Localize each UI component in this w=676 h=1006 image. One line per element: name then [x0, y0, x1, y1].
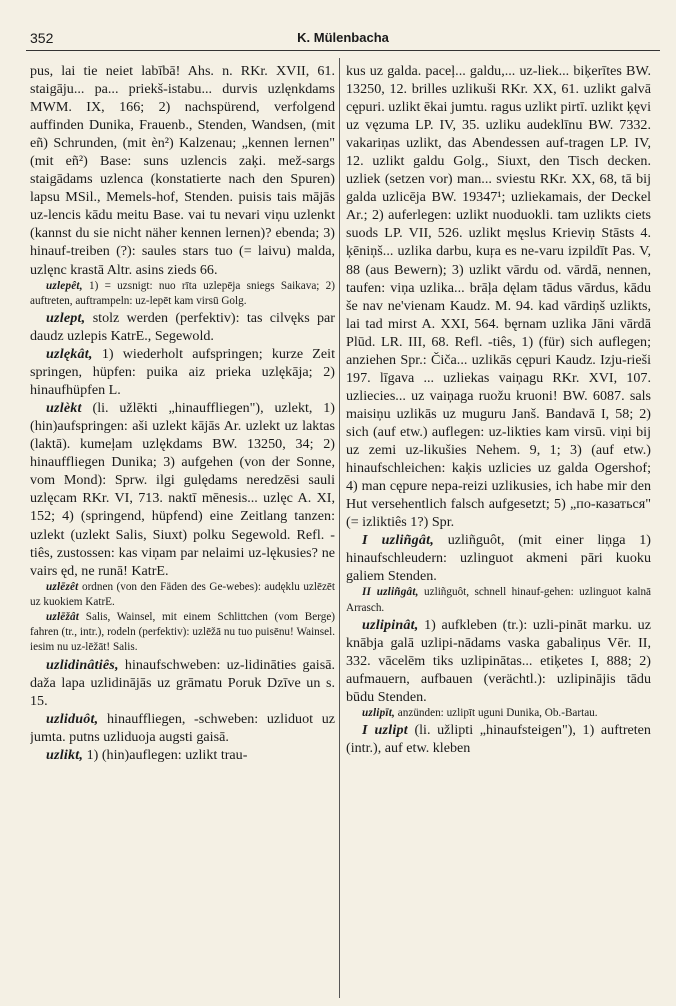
dictionary-entry	[30, 279, 335, 309]
column-divider	[339, 58, 340, 998]
entry-headword: uzlepêt,	[46, 279, 83, 292]
dictionary-entry	[30, 309, 335, 345]
dictionary-entry	[30, 710, 335, 746]
dictionary-entry	[346, 706, 651, 721]
entry-text: stolz werden (perfektiv): tas cilvęks par daudz uzlepis KatrE., Segewold.	[30, 309, 335, 345]
entry-headword: I uzlipt	[362, 722, 408, 739]
entry-text: 1) wiederholt aufspringen; kurze Zeit springen, hüpfen: puika aiz prieka uzlękāja; 2) hinaufhüpfen L.	[30, 346, 335, 399]
entry-text: 1) (hin)auflegen: uzlikt trau-	[86, 746, 248, 763]
dictionary-entry	[346, 531, 651, 585]
entry-text: uzliñguôt, (mit einer liņga 1) hinaufschleudern: uzlinguot akmeni pāri kuoku galiem Stenden.	[346, 532, 651, 585]
right-column	[346, 62, 651, 992]
left-column	[30, 62, 335, 992]
entry-text: (li. užlipti „hinaufsteigen"), 1) auftreten (intr.), auf etw. kleben	[346, 722, 651, 757]
dictionary-entry	[30, 610, 335, 656]
page-number: 352	[30, 30, 54, 46]
dictionary-entry	[346, 616, 651, 706]
entry-headword: uzlēzêt	[46, 580, 79, 593]
entry-headword: II uzliñgât,	[362, 586, 419, 599]
entry-text: ordnen (von den Fäden des Ge-webes): audęklu uzlēzēt uz kuokiem KatrE.	[30, 580, 335, 608]
dictionary-entry	[346, 585, 651, 615]
entry-headword: uzlept,	[46, 309, 86, 326]
entry-text: (li. užlēkti „hinauffliegen"), uzlekt, 1) (hin)aufspringen: aši uzlekt kājās Ar. uzlekt uz laktas (laktā). kumeļam uzlękdams BW. 13250, 34; 2) hinauffliegen Dunika; 3) aufgehen (von der Sonne, vom Mond): Sprw. ilgi gulędams neredzēsi sauli uzlęcam RKr. VI, 713. naktī mēnesis... uzlęc A. XI, 152; 4) (springend, hüpfend) eine Zeitlang tanzen: uzlekt (uzlekt Salis, Siuxt) polku Segewold. Refl. -tiês, zustossen: kas viņam par nelaimi uz-lękusies? ne vairs ęd, ne runā! KatrE.	[30, 400, 335, 579]
entry-text: kus uz galda. paceļ... galdu,... uz-liek... biķerītes BW. 13250, 12. brilles uzlikuši RKr. XX, 61. uzlikt galvā cępuri. uzlikt ēkai jumtu. ragus uzlikt pirtī. uzlikt ķęvi uz vęzuma LP. IV, 35. uzliku audeklīnu BW. 7332. vakariņas uzlikt, das Abendessen auf-tragen LP. IV, 12. uzlikt galdu Golg., Siuxt, den Tisch decken. uzliek (setzen vor) man... sviestu RKr. XX, 68, tā bij galda uzlicēja BW. 19347¹; uzliekamais, der Deckel Ar.; 2) auferlegen: uzlikt nuoduokli. tam uzlikts ciets suods LP. VII, 526. uzlikt męslus Krieviņ Stāsts 4. ķēniņš... uzlika darbu, kuŗa es ne-varu izpildīt Pas. V, 88 (aus Bewern); 3) uzlikt vārdu od. vārdā, nennen, taufen: viņa uzlika... brāļa dęlam tādus vārdus, kādu še nav ne'vienam Kaudz. M. 94. kad vārdiņš uzlikts, lai tad mirst A. XXI, 564. bęrnam uzlika Jāni vārdā Plūd. LR. III, 68. Refl. -tiês, 1) (für) sich auflegen; anziehen Spr.: Čiča... uzlikās cępuri Kaudz. Izju-rieši 197. līgava ... uzliekas vaiņagu RKr. XVI, 107. uzliecies... uz vaiņaga ruožu kruoni! BW. 6087. sals maisiņu uzlikās uz muguru Janš. Bandavā I, 58; 2) sich (auf etw.) auflegen: uz-likties kam virsū. viņi bij uz zemi uz-likušies Nehem. 9, 1; 3) (auf etw.) hinaufschleichen: kaķis uzlicies uz galda Ogershof; 4) man cępure nepa-reizi uzlikusies, ich habe mir den Hut versehentlich falsch aufgesetzt; 5) „по-казаться" (= izliktiês 1?) Spr.	[346, 63, 651, 531]
entry-headword: uzlipīt,	[362, 707, 395, 719]
entry-text: 1) aufkleben (tr.): uzli-pināt marku. uz knābja galā uzlipi-nādams vaska gabaliņus Vēr. II, 332. vācelēm tiks uzlipinātas... etiķetes I, 888; 2) aufmauern, aufbauen (verächtl.): uzlipinājis tādu būdu Stenden.	[346, 616, 651, 705]
entry-headword: uzlękât,	[46, 346, 93, 363]
entry-text: hinauffliegen, -schweben: uzliduot uz jumta. putns uzliduoja augsti gaisā.	[30, 710, 335, 745]
entry-headword: uzlèkt	[46, 400, 82, 417]
entry-headword: uzlēžât	[46, 611, 80, 624]
running-head: K. Mülenbacha	[297, 30, 389, 45]
entry-text: pus, lai tie neiet labībā! Ahs. n. RKr. XVII, 61. staigāju... pa... priekš-istabu... durvis uzlęnkdams MWM. IX, 166; 2) nachspürend, verfolgend auffinden Dunika, Frauenb., Stenden, Wandsen, (mit eñ) Schrunden, (mit èn²) Kalzenau; „kennen lernen" (mit eñ²) Base: suns uzlencis zaķi. mež-sargs staigādams uzlenca (konstatierte nach den Spuren) lapsu MSil., Memels-hof, Stenden. puisis tais mājās uz-lencis kādu meitu Base. vai tu nevari viņu uzlenkt (kannst du sie nicht näher kennen lernen)? ebenda; 3) hinauf-treiben (?): saules stars tuo (= laivu) malda, uzlęnc krastā Altr. asins zieds 66.	[30, 63, 335, 278]
dictionary-entry	[346, 721, 651, 757]
entry-continuation	[30, 62, 335, 279]
dictionary-entry	[30, 399, 335, 579]
page-header	[26, 28, 660, 51]
entry-text: anzünden: uzlipīt uguni Dunika, Ob.-Bartau.	[397, 707, 598, 719]
entry-text: Salis, Wainsel, mit einem Schlittchen (vom Berge) fahren (tr., intr.), rodeln (perfektiv): uzlēžā nu tuo puisēnu! Wainsel. iesim nu uz-lēžāt! Salis.	[30, 611, 335, 654]
entry-headword: uzliduôt,	[46, 710, 99, 727]
entry-headword: uzlipinât,	[362, 616, 419, 633]
dictionary-entry	[30, 656, 335, 710]
entry-headword: uzlidinâtiês,	[46, 656, 119, 673]
entry-text: 1) = uzsnigt: nuo rīta uzlepēja sniegs Saikava; 2) auftreten, auftrampeln: uz-lepēt kam virsū Golg.	[30, 279, 335, 307]
entry-text: hinaufschweben: uz-lidināties gaisā. daža lapa uzlidinājās uz grāmatu Poruk Dzīve un s. 15.	[30, 656, 335, 709]
dictionary-entry	[30, 345, 335, 399]
entry-headword: I uzliñgât,	[362, 532, 434, 549]
entry-headword: uzlikt,	[46, 746, 84, 763]
entry-text: uzliñguôt, schnell hinauf-gehen: uzlinguot kalnā Arrasch.	[346, 586, 651, 614]
entry-continuation	[346, 62, 651, 531]
dictionary-entry	[30, 746, 335, 764]
dictionary-entry	[30, 580, 335, 610]
